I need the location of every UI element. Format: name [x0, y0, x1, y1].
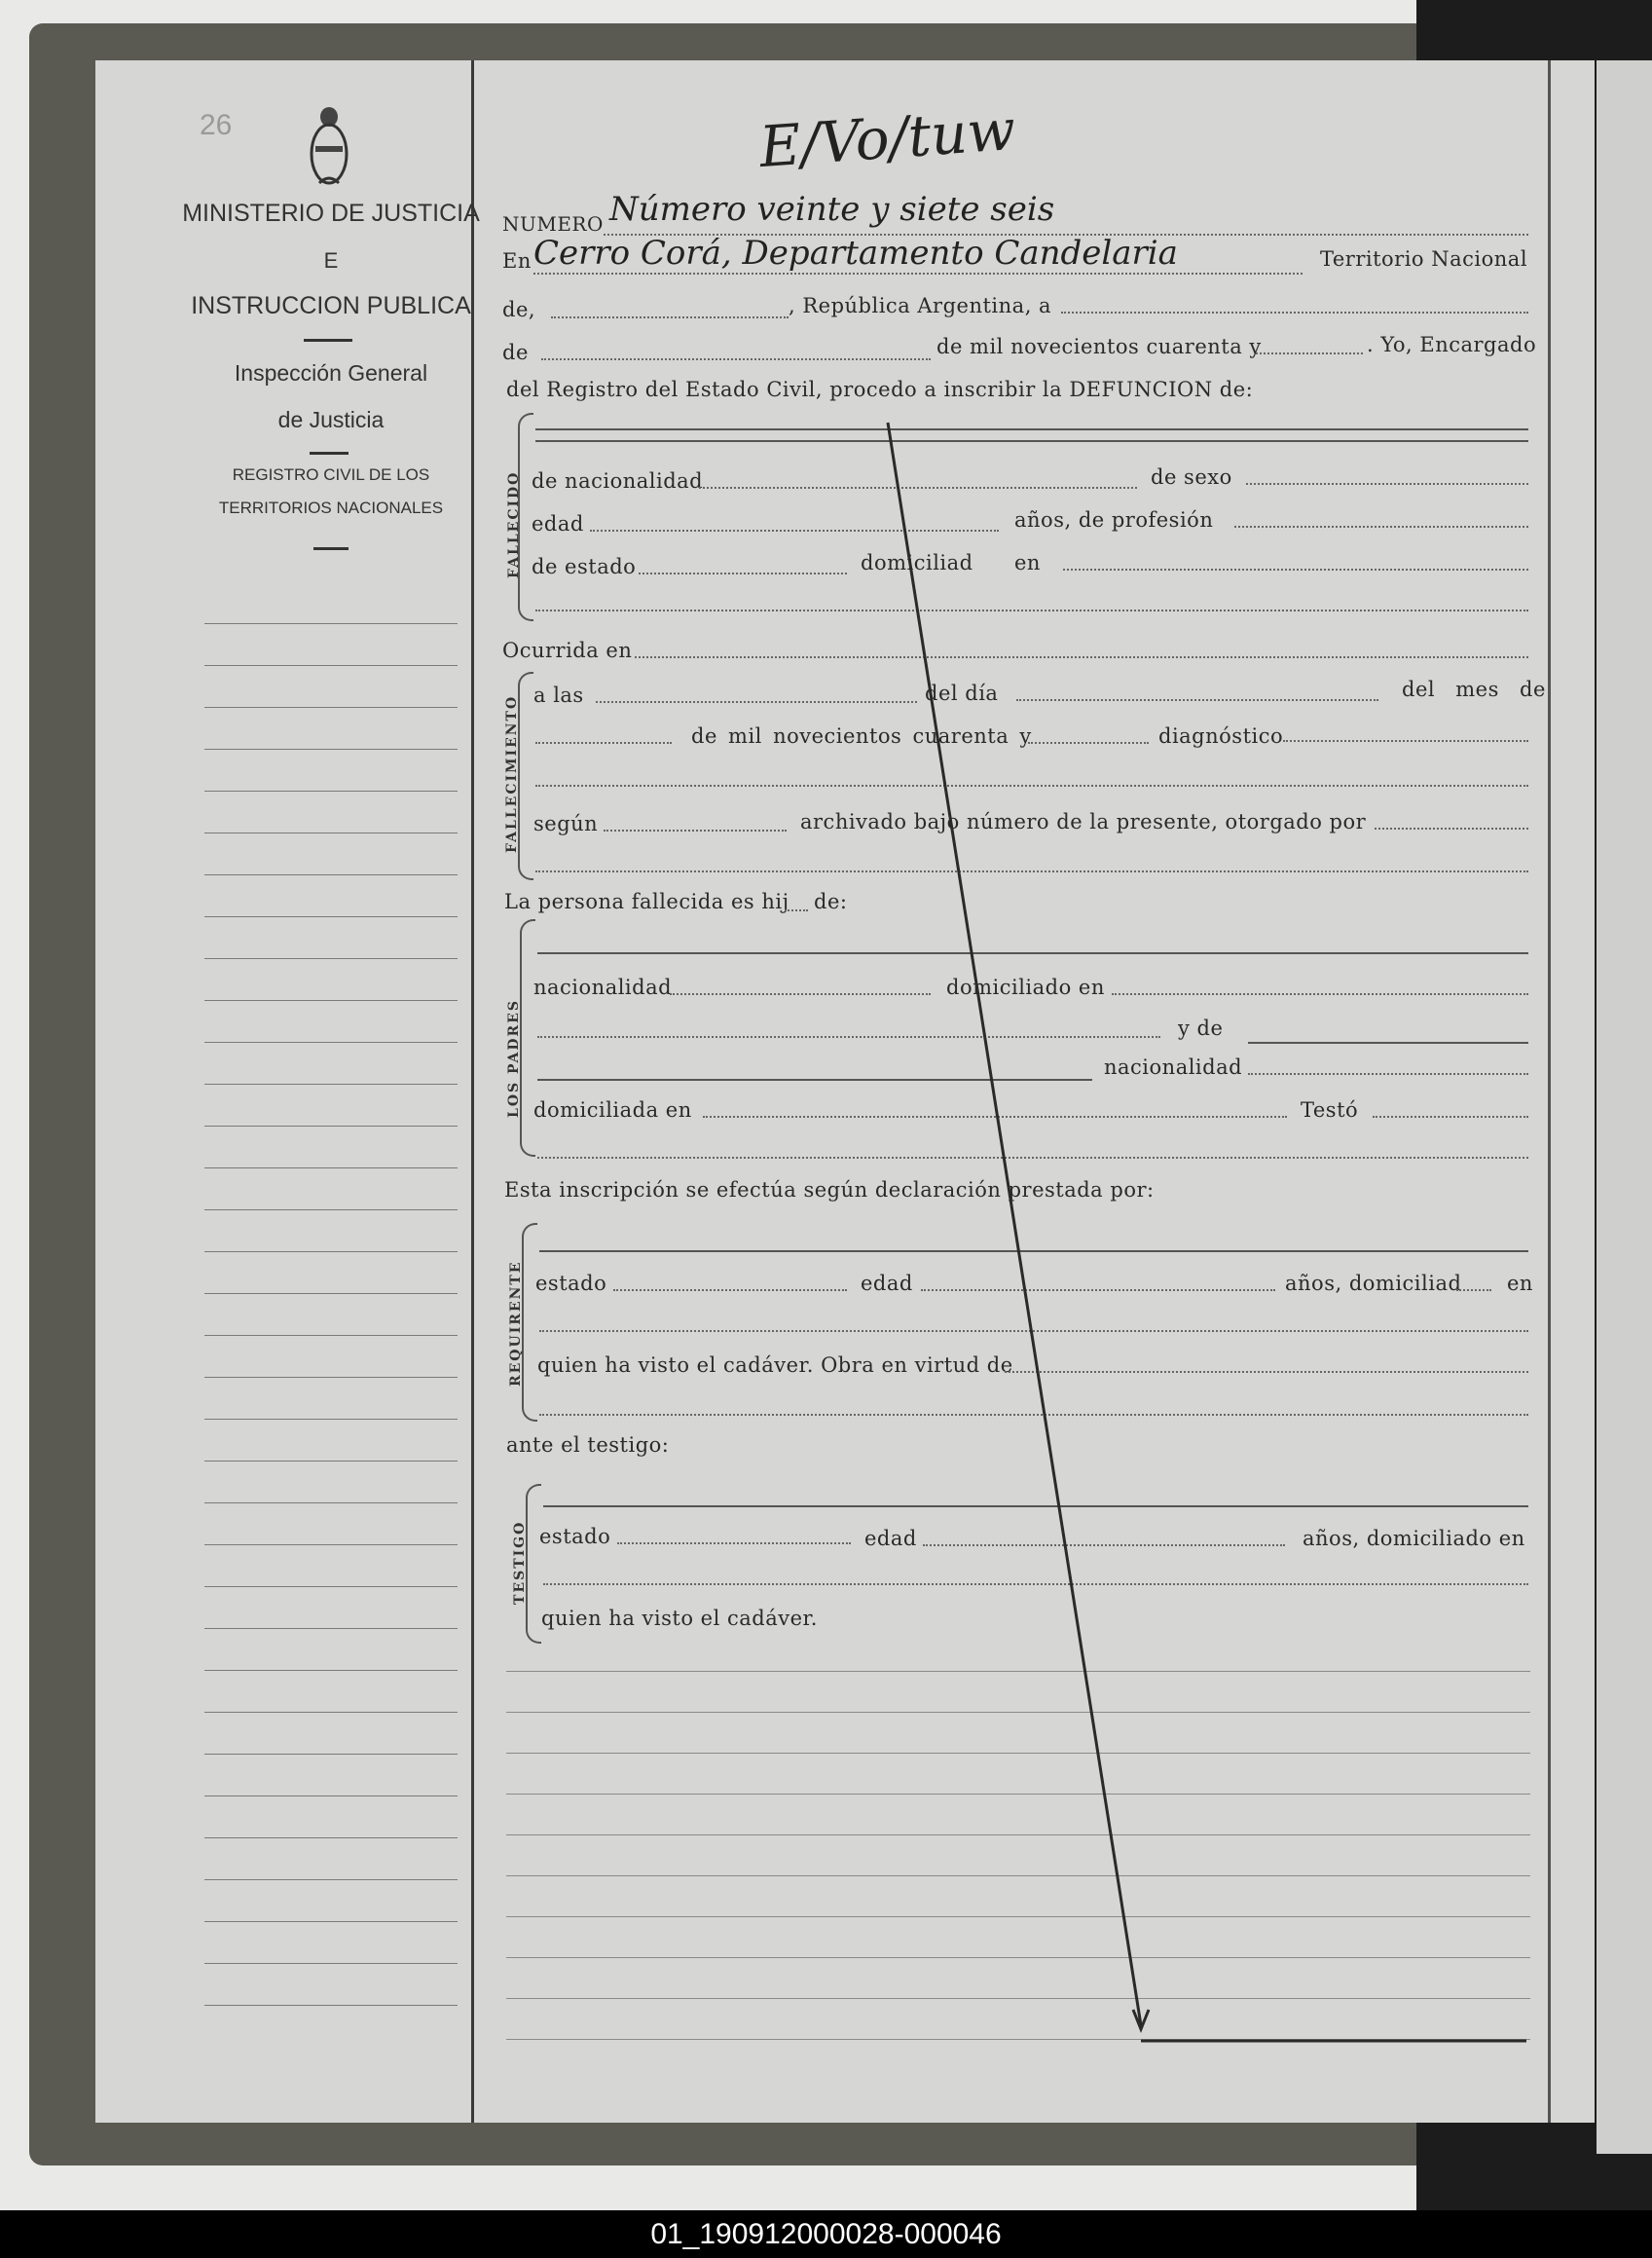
- image-caption: 01_190912000028-000046: [0, 2210, 1652, 2258]
- estado-test-label: estado: [539, 1525, 611, 1548]
- del-mes-label: del mes de: [1402, 678, 1546, 701]
- registro-line: del Registro del Estado Civil, procedo a inscribir la DEFUNCION de:: [506, 378, 1254, 401]
- archivado-label: archivado bajo número de la presente, otorgado por: [800, 810, 1367, 833]
- edad-req-label: edad: [861, 1272, 913, 1295]
- registry-line-1: REGISTRO CIVIL DE LOS: [232, 465, 430, 484]
- quien-visto-label: quien ha visto el cadáver.: [541, 1607, 818, 1630]
- ministry-title-2: E: [323, 248, 339, 273]
- ante-testigo-label: ante el testigo:: [506, 1433, 670, 1457]
- domiciliado-padre-label: domiciliado en: [946, 976, 1105, 999]
- quien-obra-label: quien ha visto el cadáver. Obra en virtud de: [537, 1353, 1013, 1377]
- profesion-label: años, de profesión: [1014, 508, 1214, 532]
- segun-label: según: [533, 812, 599, 835]
- de-mil-label: de mil novecientos cuarenta y: [691, 724, 1032, 748]
- testo-label: Testó: [1301, 1098, 1359, 1122]
- republica-label: , República Argentina, a: [789, 294, 1052, 317]
- en-req-label: en: [1507, 1272, 1533, 1295]
- handwritten-annotation: E/Vo/tuw: [756, 95, 1018, 181]
- de-label-2: de: [502, 341, 529, 364]
- de-colon-label: de:: [814, 890, 848, 913]
- padres-label: LOS PADRES: [506, 999, 522, 1118]
- anos-test-label: años, domiciliado en: [1303, 1527, 1525, 1550]
- anos-req-label: años, domiciliad: [1285, 1272, 1462, 1295]
- en-label-2: en: [1014, 551, 1041, 574]
- inspection-line-2: de Justicia: [277, 407, 385, 432]
- nacionalidad-label: de nacionalidad: [532, 469, 704, 493]
- testigo-label: TESTIGO: [512, 1520, 528, 1605]
- y-de-label: y de: [1178, 1017, 1224, 1040]
- inscripcion-label: Esta inscripción se efectúa según declaración prestada por:: [504, 1178, 1155, 1202]
- domiciliad-label: domiciliad: [861, 551, 973, 574]
- estado-label: de estado: [532, 555, 637, 578]
- ministry-title-3: INSTRUCCION PUBLICA: [191, 292, 471, 319]
- registry-line-2: TERRITORIOS NACIONALES: [218, 499, 444, 517]
- fallecido-label: FALLECIDO: [506, 470, 522, 578]
- numero-value: Número veinte y siete seis: [609, 190, 1055, 229]
- estado-req-label: estado: [535, 1272, 607, 1295]
- ministry-title-1: MINISTERIO DE JUSTICIA: [182, 200, 480, 227]
- territorio-label: Territorio Nacional: [1320, 247, 1528, 271]
- mil-novecientos-label: de mil novecientos cuarenta y: [936, 335, 1262, 358]
- inspection-line-1: Inspección General: [234, 360, 428, 386]
- page-number: 26: [200, 109, 233, 141]
- en-value: Cerro Corá, Departamento Candelaria: [533, 234, 1178, 273]
- ocurrida-label: Ocurrida en: [502, 639, 633, 662]
- yo-encargado-label: . Yo, Encargado: [1367, 333, 1537, 356]
- del-dia-label: del día: [925, 682, 999, 705]
- a-las-label: a las: [533, 684, 584, 707]
- diagnostico-label: diagnóstico: [1158, 724, 1284, 748]
- numero-label: NUMERO: [502, 212, 604, 236]
- domiciliada-label: domiciliada en: [533, 1098, 692, 1122]
- fallecimiento-label: FALLECIMIENTO: [504, 694, 520, 853]
- edad-label: edad: [532, 512, 584, 536]
- requirente-label: REQUIRENTE: [508, 1260, 524, 1387]
- persona-label: La persona fallecida es hij: [504, 890, 789, 913]
- en-label: En: [502, 249, 532, 273]
- sexo-label: de sexo: [1151, 465, 1232, 489]
- nacionalidad-madre-label: nacionalidad: [1104, 1055, 1243, 1079]
- edad-test-label: edad: [864, 1527, 917, 1550]
- nacionalidad-padre-label: nacionalidad: [533, 976, 673, 999]
- de-label: de,: [502, 298, 536, 321]
